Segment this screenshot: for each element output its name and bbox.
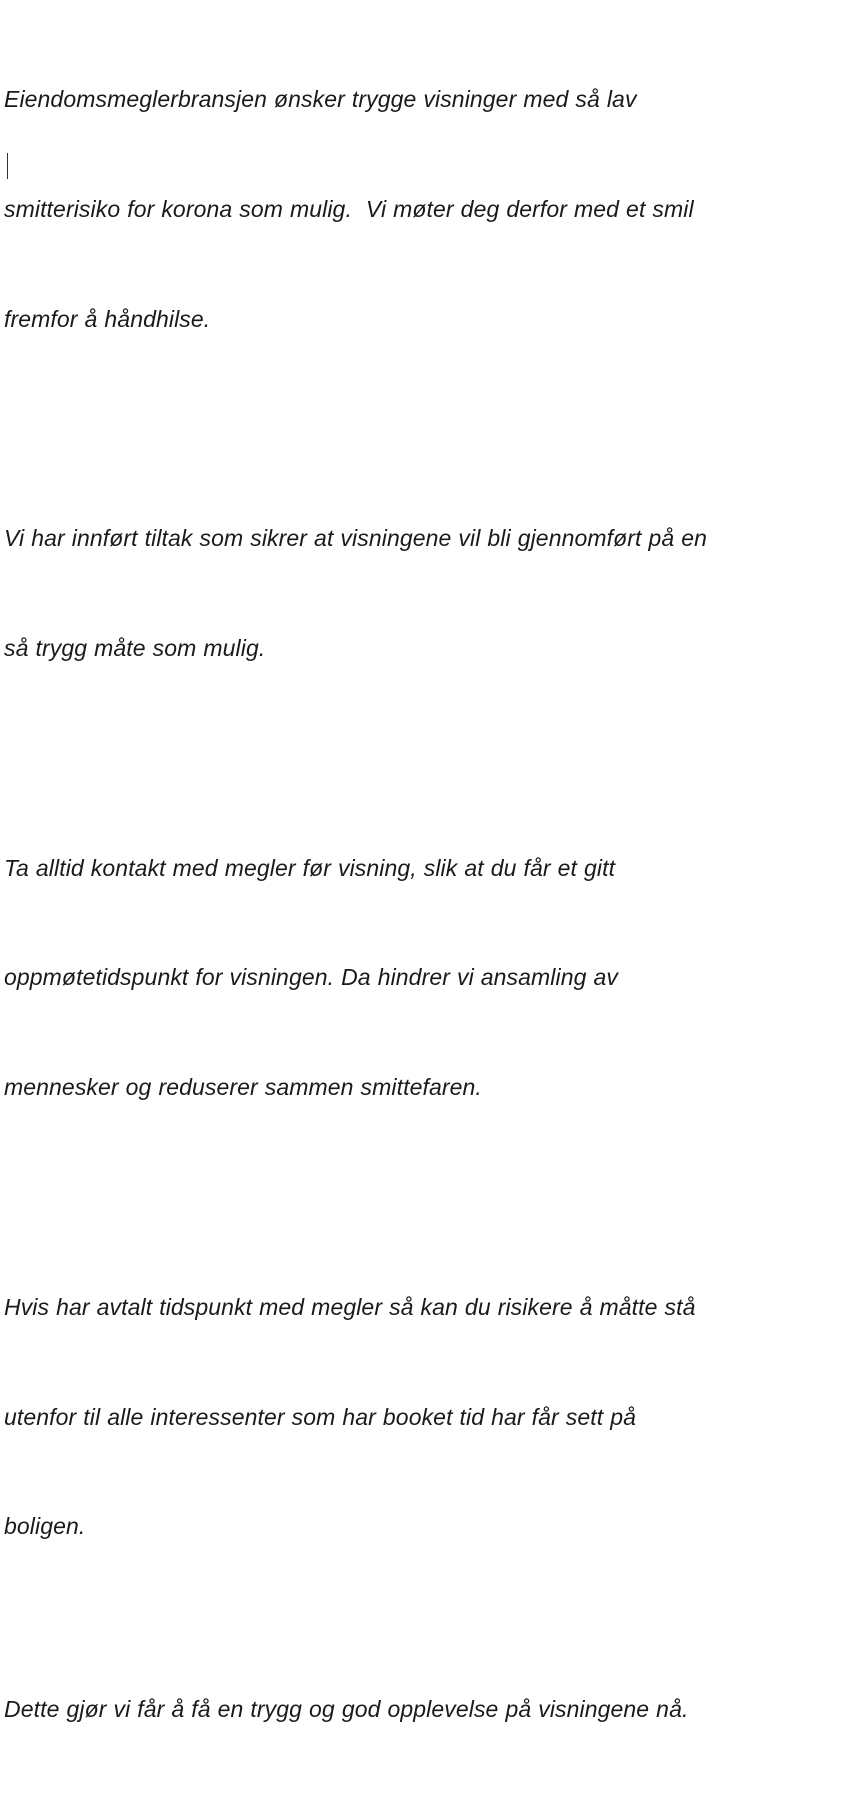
text-line: boligen.	[4, 1513, 86, 1540]
text-line: Eiendomsmeglerbransjen ønsker trygge visninger med så lav	[4, 86, 637, 113]
document-body[interactable]	[4, 8, 844, 1801]
text-line: så trygg måte som mulig.	[4, 635, 266, 662]
paragraph-5	[4, 1618, 844, 1801]
paragraph-3	[4, 776, 844, 1179]
text-line: Dette gjør vi får å få en trygg og god opplevelse på visningene nå.	[4, 1696, 689, 1723]
text-line: Vi har innført tiltak som sikrer at visningene vil bli gjennomført på en	[4, 525, 708, 552]
text-line: mennesker og reduserer sammen smittefaren.	[4, 1074, 482, 1101]
text-line: utenfor til alle interessenter som har booket tid har får sett på	[4, 1403, 637, 1430]
text-cursor	[7, 153, 8, 179]
paragraph-2	[4, 447, 844, 740]
text-line: smitterisiko for korona som mulig. Vi møter deg derfor med et smil	[4, 195, 694, 222]
text-line: Ta alltid kontakt med megler før visning, slik at du får et gitt	[4, 854, 616, 881]
paragraph-1	[4, 8, 844, 411]
text-line: oppmøtetidspunkt for visningen. Da hindrer vi ansamling av	[4, 964, 618, 991]
paragraph-4	[4, 1216, 844, 1619]
text-line: fremfor å håndhilse.	[4, 305, 211, 332]
text-line: Hvis har avtalt tidspunkt med megler så kan du risikere å måtte stå	[4, 1293, 696, 1320]
